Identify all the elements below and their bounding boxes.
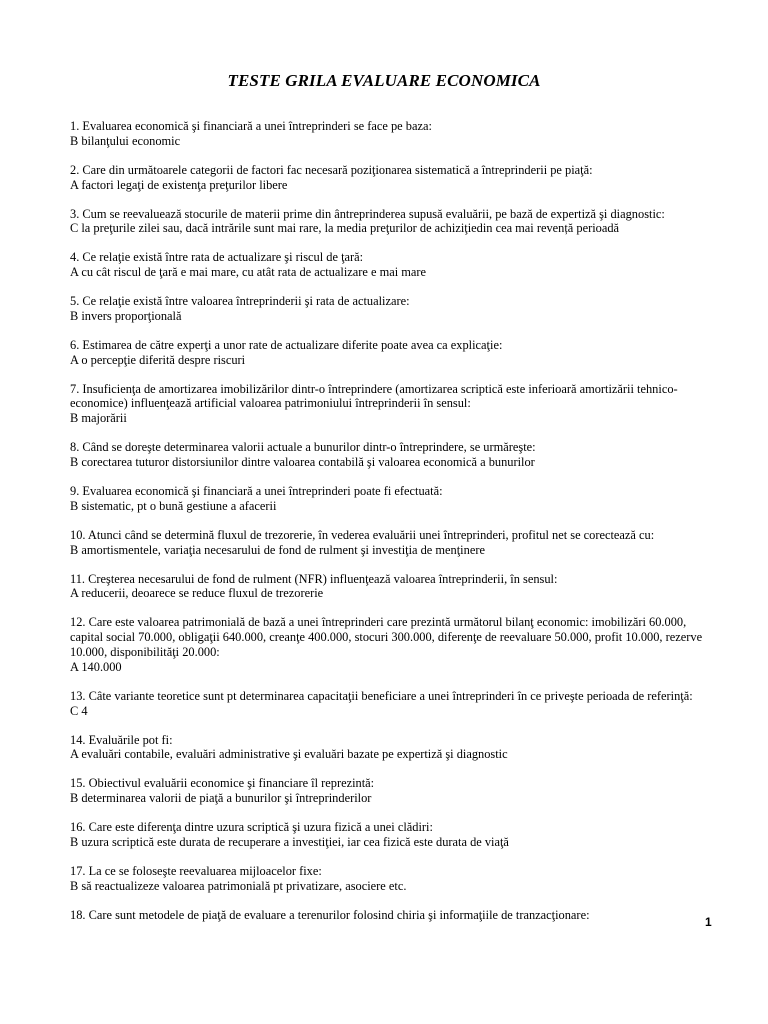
answer-text: B bilanţului economic bbox=[70, 133, 181, 148]
answer-text: B corectarea tuturor distorsiunilor dintre valoarea contabilă şi valoarea economică a bunurilor bbox=[70, 455, 535, 470]
answer-text: B invers proporţională bbox=[70, 308, 182, 323]
question-item bbox=[70, 250, 710, 280]
question-text: 14. Evaluările pot fi: bbox=[70, 732, 173, 747]
document-title: TESTE GRILA EVALUARE ECONOMICA bbox=[227, 71, 541, 90]
question-item bbox=[70, 207, 710, 237]
question-item bbox=[70, 484, 710, 514]
question-item bbox=[70, 908, 710, 923]
answer-text: B determinarea valorii de piaţă a bunurilor şi întreprinderilor bbox=[70, 791, 372, 806]
answer-text: B uzura scriptică este durata de recuperare a investiţiei, iar cea fizică este durata de viaţă bbox=[70, 834, 509, 849]
question-item bbox=[70, 864, 710, 894]
question-text: 5. Ce relaţie există între valoarea întreprinderii şi rata de actualizare: bbox=[70, 294, 410, 309]
question-text: 10. Atunci când se determină fluxul de trezorerie, în vederea evaluării unei întreprinderi, profitul net se corectează cu: bbox=[70, 527, 655, 542]
answer-text: A 140.000 bbox=[70, 659, 122, 674]
question-item bbox=[70, 689, 710, 719]
question-item bbox=[70, 294, 710, 324]
answer-text: A factori legaţi de existenţa preţurilor libere bbox=[70, 177, 288, 192]
question-text: 6. Estimarea de către experţi a unor rate de actualizare diferite poate avea ca explicaţie: bbox=[70, 337, 503, 352]
page-number: 1 bbox=[705, 915, 712, 929]
question-text: 3. Cum se reevaluează stocurile de materii prime din ântreprinderea supusă evaluării, pe bază de expertiză şi diagnostic: bbox=[70, 206, 665, 221]
question-text: 11. Creşterea necesarului de fond de rulment (NFR) influenţează valoarea întreprinderii, în sensul: bbox=[70, 571, 558, 586]
question-text: 4. Ce relaţie există între rata de actualizare şi riscul de ţară: bbox=[70, 250, 364, 265]
question-item bbox=[70, 733, 710, 763]
question-text: 15. Obiectivul evaluării economice şi financiare îl reprezintă: bbox=[70, 776, 375, 791]
question-item bbox=[70, 820, 710, 850]
question-item bbox=[70, 528, 710, 558]
question-text: 17. La ce se foloseşte reevaluarea mijloacelor fixe: bbox=[70, 863, 322, 878]
answer-text: B majorării bbox=[70, 411, 127, 426]
question-list bbox=[70, 119, 710, 937]
answer-text: B să reactualizeze valoarea patrimonială pt privatizare, asociere etc. bbox=[70, 878, 407, 893]
answer-text: C 4 bbox=[70, 703, 88, 718]
question-item bbox=[70, 382, 710, 426]
answer-text: A reducerii, deoarece se reduce fluxul de trezorerie bbox=[70, 586, 324, 601]
question-item bbox=[70, 572, 710, 602]
question-text: 12. Care este valoarea patrimonială de bază a unei întreprinderi care prezintă următorul bilanţ economic: imobilizări 60.000, capital social 70.000, obligaţii 640.000, creanţe 400.000, stocuri 300.000, diferenţe de reevaluare 50.000, profit 10.000, rezerve 10.000, disponibilităţi 20.000: bbox=[70, 615, 703, 659]
question-text: 13. Câte variante teoretice sunt pt determinarea capacitaţii beneficiare a unei întreprinderi în ce priveşte perioada de referinţă: bbox=[70, 688, 693, 703]
question-text: 18. Care sunt metodele de piaţă de evaluare a terenurilor folosind chiria şi informaţiile de tranzacţionare: bbox=[70, 907, 590, 922]
question-text: 1. Evaluarea economică şi financiară a unei întreprinderi se face pe baza: bbox=[70, 119, 432, 133]
answer-text: A evaluări contabile, evaluări administrative şi evaluări bazate pe expertiză şi diagnostic bbox=[70, 747, 508, 762]
answer-text: A o percepţie diferită despre riscuri bbox=[70, 352, 246, 367]
answer-text: C la preţurile zilei sau, dacă intrările sunt mai rare, la media preţurilor de achiziţiedin cea mai revență perioadă bbox=[70, 221, 620, 236]
question-text: 7. Insuficienţa de amortizarea imobilizărilor dintr-o întreprindere (amortizarea scriptică este inferioară amortizării tehnico-economice) influenţează artificial valoarea patrimoniului întreprinderii în sensul: bbox=[70, 381, 678, 411]
question-item bbox=[70, 338, 710, 368]
question-item bbox=[70, 440, 710, 470]
answer-text: B sistematic, pt o bună gestiune a afacerii bbox=[70, 498, 277, 513]
question-text: 2. Care din următoarele categorii de factori fac necesară poziţionarea sistematică a întreprinderii pe piaţă: bbox=[70, 162, 593, 177]
answer-text: A cu cât riscul de ţară e mai mare, cu atât rata de actualizare e mai mare bbox=[70, 265, 427, 280]
question-text: 16. Care este diferenţa dintre uzura scriptică şi uzura fizică a unei clădiri: bbox=[70, 820, 433, 835]
question-item bbox=[70, 615, 710, 674]
question-text: 8. Când se doreşte determinarea valorii actuale a bunurilor dintr-o întreprindere, se urmăreşte: bbox=[70, 440, 536, 455]
question-item bbox=[70, 119, 710, 149]
question-text: 9. Evaluarea economică şi financiară a unei întreprinderi poate fi efectuată: bbox=[70, 484, 443, 499]
answer-text: B amortismentele, variaţia necesarului de fond de rulment şi investiţia de menţinere bbox=[70, 542, 485, 557]
question-item bbox=[70, 776, 710, 806]
question-item bbox=[70, 163, 710, 193]
